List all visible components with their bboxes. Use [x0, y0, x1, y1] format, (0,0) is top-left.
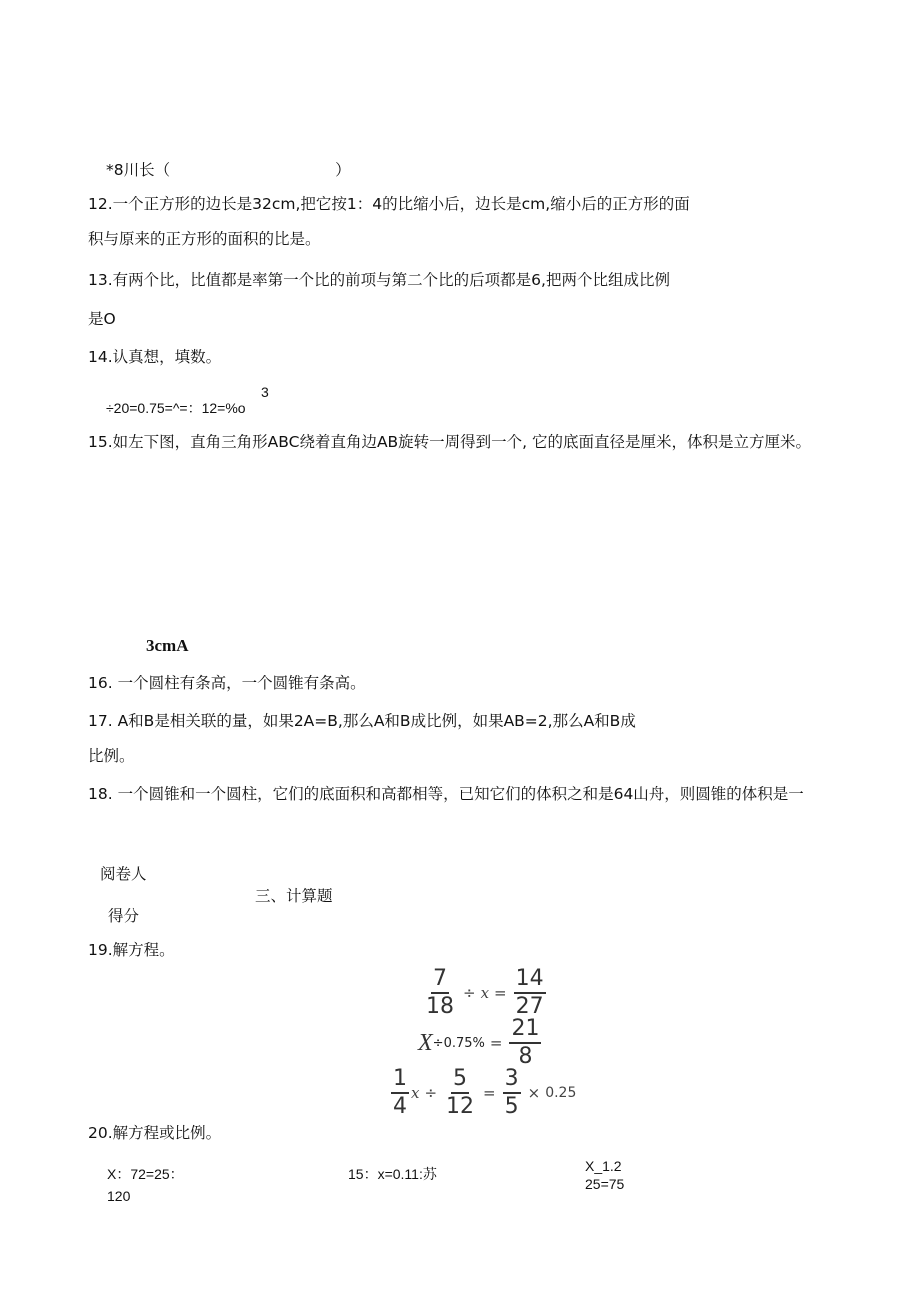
score-label: 得分: [108, 907, 140, 925]
fraction: $\frac{3}{5}$: [504, 1066, 519, 1119]
question-14: 14.认真想，填数。: [88, 348, 222, 366]
paren-close: ）: [335, 161, 351, 179]
line-fragment: [106, 160, 351, 180]
proportion-c-line1: X_1.2: [585, 1158, 622, 1174]
question-12-line2: 积与原来的正方形的面积的比是。: [88, 230, 321, 248]
fraction: $\frac{1}{4}$: [393, 1066, 407, 1119]
question-13-line2: 是O: [88, 310, 116, 328]
question-14-equation: ÷20=0.75=^=：12=%o: [106, 400, 246, 416]
fraction: $\frac{21}{8}$: [511, 1016, 540, 1069]
proportion-a-line2: 120: [107, 1188, 131, 1204]
question-17-line1: 17. A和B是相关联的量，如果2A=B,那么A和B成比例，如果AB=2,那么A和B成: [88, 712, 636, 730]
question-15: 15.如左下图，直角三角形ABC绕着直角边AB旋转一周得到一个, 它的底面直径是厘米，体积是立方厘米。: [88, 433, 812, 451]
proportion-c-line2: 25=75: [585, 1176, 625, 1192]
line-fragment-text: *8川长（: [106, 161, 171, 179]
section-heading: 三、计算题: [255, 887, 333, 905]
question-14-superscript: 3: [261, 384, 269, 400]
question-16: 16. 一个圆柱有条高，一个圆锥有条高。: [88, 674, 366, 692]
question-17-line2: 比例。: [88, 747, 135, 765]
proportion-a-line1: X：72=25：: [107, 1166, 184, 1182]
figure-label: 3cmA: [146, 636, 189, 655]
question-20: 20.解方程或比例。: [88, 1124, 222, 1142]
question-12-line1: 12.一个正方形的边长是32cm,把它按1：4的比缩小后，边长是cm,缩小后的正方形的面: [88, 195, 690, 213]
equation-2: X ÷0.75% = $\frac{21}{8}$: [418, 1016, 540, 1069]
equation-1: $\frac{7}{18}$ ÷ x = $\frac{14}{27}$: [426, 966, 544, 1019]
question-13-line1: 13.有两个比，比值都是率第一个比的前项与第二个比的后项都是6,把两个比组成比例: [88, 271, 670, 289]
equation-3: $\frac{1}{4}$ x ÷ $\frac{5}{12}$ = $\frac{3}{5}$ × 0.25: [393, 1066, 577, 1119]
grader-label: 阅卷人: [100, 865, 147, 883]
fraction: $\frac{14}{27}$: [515, 966, 544, 1019]
fraction: $\frac{7}{18}$: [426, 966, 454, 1019]
proportion-b: 15：x=0.11:苏: [348, 1166, 437, 1182]
question-19: 19.解方程。: [88, 941, 175, 959]
fraction: $\frac{5}{12}$: [446, 1066, 475, 1119]
question-18: 18. 一个圆锥和一个圆柱，它们的底面积和高都相等，已知它们的体积之和是64山舟，则圆锥的体积是一: [88, 785, 804, 803]
